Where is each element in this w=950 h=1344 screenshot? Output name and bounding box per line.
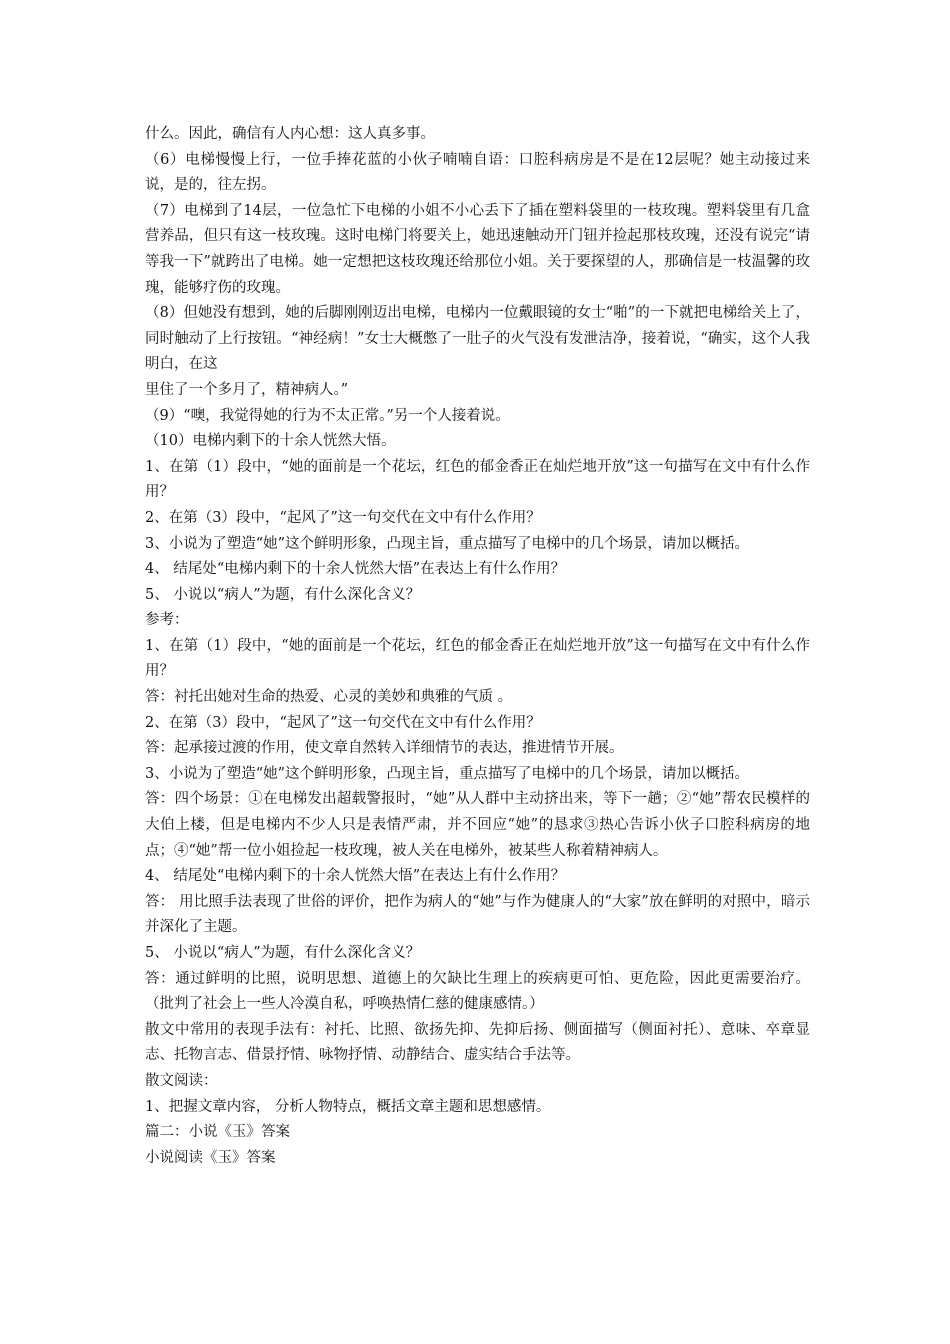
reference-question-2: 2、在第（3）段中，“起风了”这一句交代在文中有什么作用？ bbox=[145, 714, 541, 731]
question-3: 3、小说为了塑造“她”这个鲜明形象，凸现主旨，重点描写了电梯中的几个场景，请加以概括。 bbox=[145, 535, 750, 552]
reference-question-5: 5、 小说以“病人”为题，有什么深化含义？ bbox=[145, 945, 421, 961]
question-1: 1、在第（1）段中，“她的面前是一个花坛，红色的郁金香正在灿烂地开放”这一句描写在文中有什么作用？ bbox=[145, 458, 810, 501]
section-title: 篇二：小说《玉》答案 bbox=[145, 1124, 290, 1141]
reference-question-1: 1、在第（1）段中，“她的面前是一个花坛，红色的郁金香正在灿烂地开放”这一句描写在文中有什么作用？ bbox=[145, 637, 810, 680]
question-4: 4、 结尾处“电梯内剩下的十余人恍然大悟”在表达上有什么作用？ bbox=[145, 561, 566, 578]
paragraph-9: （9）“噢，我觉得她的行为不太正常。”另一个人接着说。 bbox=[145, 407, 510, 424]
paragraph-6: （6）电梯慢慢上行，一位手捧花蓝的小伙子喃喃自语：口腔科病房是不是在12层呢？她主动接过来说，是的，往左拐。 bbox=[145, 151, 810, 194]
answer-4: 答： 用比照手法表现了世俗的评价，把作为病人的“她”与作为健康人的“大家”放在鲜明的对照中，暗示并深化了主题。 bbox=[145, 893, 810, 936]
answer-5: 答：通过鲜明的比照，说明思想、道德上的欠缺比生理上的疾病更可怕、更危险，因此更需要治疗。 （批判了社会上一些人冷漠自私，呼唤热情仁慈的健康感情。） bbox=[145, 970, 815, 1013]
paragraph-10: （10）电梯内剩下的十余人恍然大悟。 bbox=[145, 433, 396, 450]
section-subtitle: 小说阅读《玉》答案 bbox=[145, 1149, 276, 1166]
paragraph-7: （7）电梯到了14层，一位急忙下电梯的小姐不小心丢下了插在塑料袋里的一枝玫瑰。塑料袋里有几盒营养品，但只有这一枝玫瑰。这时电梯门将要关上，她迅速触动开门钮并捡起那枝玫瑰，还没有说完“请等我一下”就跨出了电梯。她一定想把这枝玫瑰还给那位小姐。关于要探望的人，那确信是一枝温馨的玫瑰，能够疗伤的玫瑰。 bbox=[145, 202, 810, 296]
question-5: 5、 小说以“病人”为题，有什么深化含义？ bbox=[145, 586, 421, 603]
reference-question-3: 3、小说为了塑造“她”这个鲜明形象，凸现主旨，重点描写了电梯中的几个场景，请加以概括。 bbox=[145, 765, 750, 782]
reference-heading: 参考： bbox=[145, 612, 189, 629]
document-body bbox=[145, 122, 815, 1171]
text-line: 什么。因此，确信有人内心想：这人真多事。 bbox=[145, 126, 435, 142]
techniques-note: 散文中常用的表现手法有：衬托、比照、欲扬先抑、先抑后扬、侧面描写（侧面衬托）、意味、卒章显志、托物言志、借景抒情、咏物抒情、动静结合、虚实结合手法等。 bbox=[145, 1021, 810, 1064]
text-line: 里住了一个多月了，精神病人。” bbox=[145, 381, 349, 398]
answer-2: 答：起承接过渡的作用，使文章自然转入详细情节的表达，推进情节开展。 bbox=[145, 740, 624, 757]
prose-reading-item-1: 1、把握文章内容， 分析人物特点，概括文章主题和思想感情。 bbox=[145, 1098, 551, 1115]
paragraph-8: （8）但她没有想到，她的后脚刚刚迈出电梯，电梯内一位戴眼镜的女士“啪”的一下就把电梯给关上了，同时触动了上行按钮。“神经病！”女士大概憋了一肚子的火气没有发泄洁净，接着说，“确实，这个人我明白，在这 bbox=[145, 305, 810, 373]
question-2: 2、在第（3）段中，“起风了”这一句交代在文中有什么作用？ bbox=[145, 509, 541, 526]
prose-reading-heading: 散文阅读： bbox=[145, 1072, 218, 1089]
answer-1: 答：衬托出她对生命的热爱、心灵的美妙和典雅的气质 。 bbox=[145, 689, 513, 706]
reference-question-4: 4、 结尾处“电梯内剩下的十余人恍然大悟”在表达上有什么作用？ bbox=[145, 868, 566, 885]
answer-3: 答：四个场景：①在电梯发出超载警报时，“她”从人群中主动挤出来，等下一趟；②“她”帮农民模样的大伯上楼，但是电梯内不少人只是表情严肃，并不回应“她”的恳求③热心告诉小伙子口腔科病房的地点；④“她”帮一位小姐捡起一枝玫瑰，被人关在电梯外，被某些人称着精神病人。 bbox=[145, 791, 810, 859]
